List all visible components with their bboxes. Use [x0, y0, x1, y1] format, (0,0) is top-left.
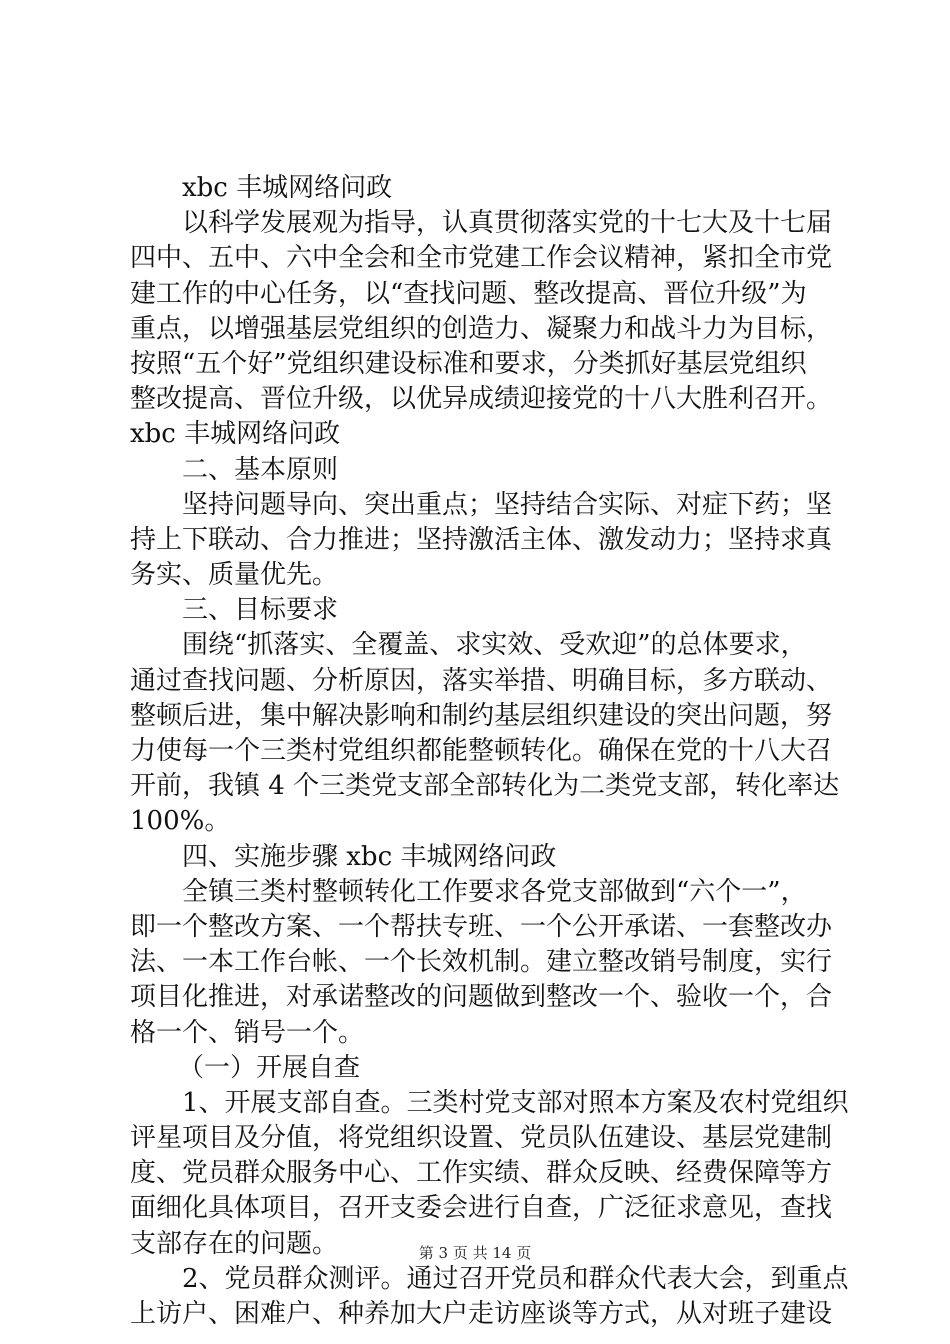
text-line: （一）开展自查 — [178, 1052, 361, 1083]
text-line: xbc 丰城网络问政 — [182, 173, 393, 203]
text-line: 法、一本工作台帐、一个长效机制。建立整改销号制度，实行 — [130, 947, 833, 978]
text-line: 面细化具体项目，召开支委会进行自查，广泛征求意见，查找 — [130, 1193, 833, 1224]
text-line: 坚持问题导向、突出重点；坚持结合实际、对症下药；坚 — [182, 489, 833, 520]
text-line: 整改提高、晋位升级，以优异成绩迎接党的十八大胜利召开。 — [130, 384, 833, 415]
text-line: 格一个、销号一个。 — [130, 1017, 365, 1048]
text-line: 全镇三类村整顿转化工作要求各党支部做到“六个一”， — [182, 876, 807, 907]
text-line: 即一个整改方案、一个帮扶专班、一个公开承诺、一套整改办 — [130, 911, 833, 942]
text-line: 建工作的中心任务，以“查找问题、整改提高、晋位升级”为 — [130, 278, 807, 309]
text-line: 四、实施步骤 xbc 丰城网络问政 — [182, 841, 557, 872]
text-line: 重点，以增强基层党组织的创造力、凝聚力和战斗力为目标， — [130, 313, 833, 344]
text-line: 上访户、困难户、种养加大户走访座谈等方式，从对班子建设 — [130, 1299, 833, 1329]
text-line: 持上下联动、合力推进；坚持激活主体、激发动力；坚持求真 — [130, 524, 833, 555]
text-line: 整顿后进，集中解决影响和制约基层组织建设的突出问题，努 — [130, 700, 833, 731]
text-line: 项目化推进，对承诺整改的问题做到整改一个、验收一个，合 — [130, 982, 833, 1013]
text-line: 四中、五中、六中全会和全市党建工作会议精神，紧扣全市党 — [130, 243, 833, 274]
text-line: 度、党员群众服务中心、工作实绩、群众反映、经费保障等方 — [130, 1158, 833, 1189]
text-line: 2、党员群众测评。通过召开党员和群众代表大会，到重点 — [182, 1263, 849, 1294]
text-line: 1、开展支部自查。三类村党支部对照本方案及农村党组织 — [182, 1087, 849, 1118]
text-line: 以科学发展观为指导，认真贯彻落实党的十七大及十七届 — [182, 208, 833, 239]
text-line: 二、基本原则 — [182, 454, 339, 485]
text-line: 围绕“抓落实、全覆盖、求实效、受欢迎”的总体要求， — [182, 630, 807, 661]
text-line: 务实、质量优先。 — [130, 560, 339, 591]
text-line: 支部存在的问题。 — [130, 1228, 339, 1259]
text-line: 三、目标要求 — [182, 595, 339, 626]
document-body — [130, 171, 849, 1332]
text-line: 评星项目及分值，将党组织设置、党员队伍建设、基层党建制 — [130, 1123, 833, 1154]
text-line: 力使每一个三类村党组织都能整顿转化。确保在党的十八大召 — [130, 736, 833, 766]
page-footer: 第 3 页 共 14 页 — [418, 1244, 532, 1262]
text-line: xbc 丰城网络问政 — [130, 419, 341, 450]
text-line: 开前，我镇 4 个三类党支部全部转化为二类党支部，转化率达 — [130, 771, 840, 802]
text-line: 按照“五个好”党组织建设标准和要求，分类抓好基层党组织 — [130, 348, 807, 379]
text-line: 100%。 — [130, 806, 231, 837]
text-line: 通过查找问题、分析原因，落实举措、明确目标，多方联动、 — [130, 665, 833, 696]
